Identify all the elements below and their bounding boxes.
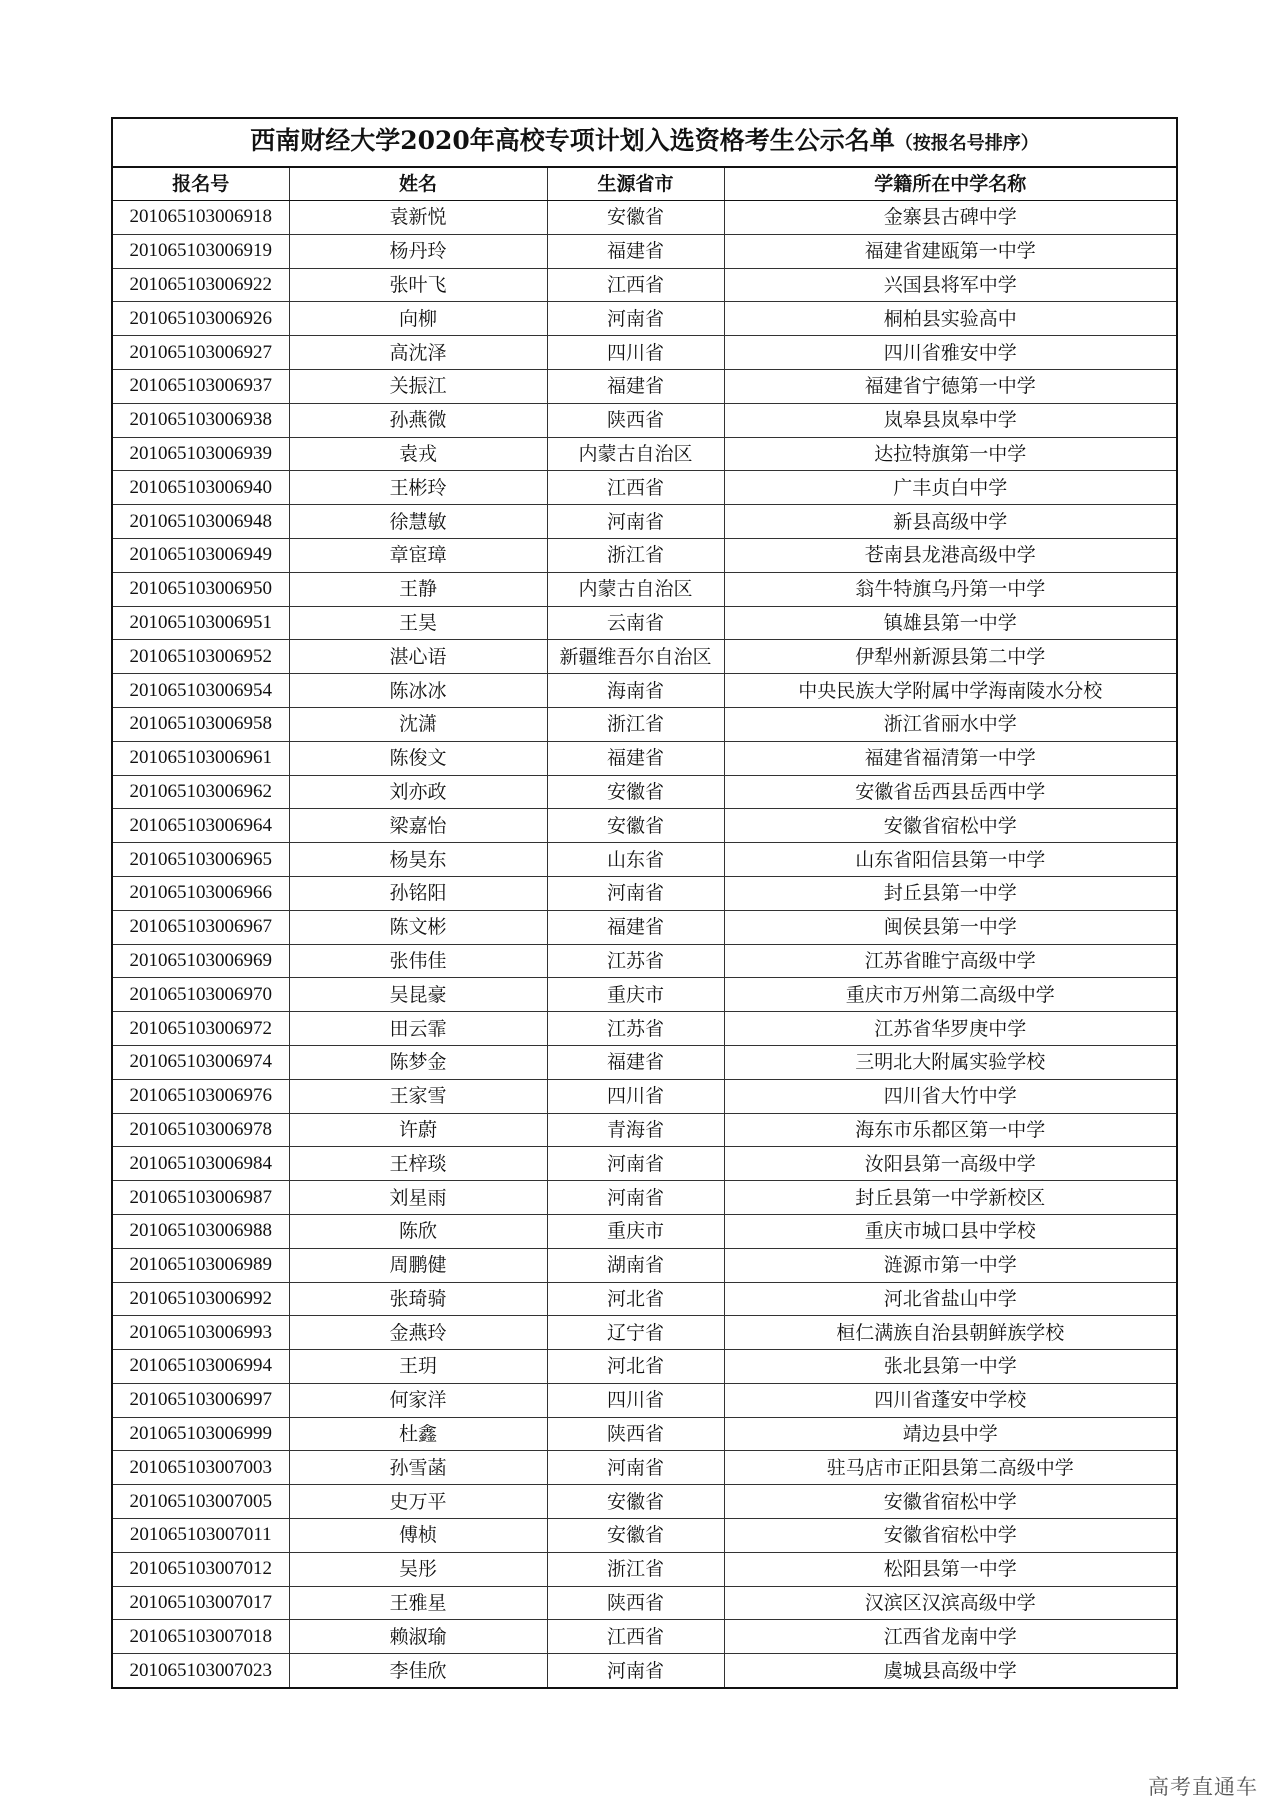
province-cell: 江西省 [547,268,724,302]
table-row [112,1045,1177,1079]
school-cell: 封丘县第一中学 [724,876,1177,910]
registration-number-cell: 201065103006954 [112,674,289,708]
table-row [112,707,1177,741]
province-cell: 浙江省 [547,1552,724,1586]
name-cell: 王昊 [289,606,547,640]
school-cell: 河北省盐山中学 [724,1282,1177,1316]
school-cell: 四川省大竹中学 [724,1079,1177,1113]
school-cell: 福建省福清第一中学 [724,741,1177,775]
name-cell: 湛心语 [289,640,547,674]
province-cell: 江西省 [547,1620,724,1654]
name-cell: 袁戎 [289,437,547,471]
school-cell: 江苏省睢宁高级中学 [724,944,1177,978]
province-cell: 福建省 [547,234,724,268]
school-cell: 靖边县中学 [724,1417,1177,1451]
province-cell: 四川省 [547,336,724,370]
province-cell: 辽宁省 [547,1316,724,1350]
table-row [112,1519,1177,1553]
school-cell: 苍南县龙港高级中学 [724,538,1177,572]
province-cell: 江苏省 [547,944,724,978]
registration-number-cell: 201065103006976 [112,1079,289,1113]
province-cell: 河南省 [547,302,724,336]
school-cell: 桓仁满族自治县朝鲜族学校 [724,1316,1177,1350]
table-row [112,910,1177,944]
registration-number-cell: 201065103006961 [112,741,289,775]
province-cell: 新疆维吾尔自治区 [547,640,724,674]
school-cell: 安徽省宿松中学 [724,809,1177,843]
name-cell: 杜鑫 [289,1417,547,1451]
province-cell: 江西省 [547,471,724,505]
table-row [112,471,1177,505]
province-cell: 安徽省 [547,201,724,235]
province-cell: 四川省 [547,1383,724,1417]
registration-number-cell: 201065103006940 [112,471,289,505]
name-cell: 许蔚 [289,1113,547,1147]
name-cell: 刘星雨 [289,1181,547,1215]
table-row [112,1316,1177,1350]
province-cell: 安徽省 [547,1519,724,1553]
name-cell: 孙燕微 [289,403,547,437]
registration-number-cell: 201065103006966 [112,876,289,910]
school-cell: 汝阳县第一高级中学 [724,1147,1177,1181]
school-cell: 海东市乐都区第一中学 [724,1113,1177,1147]
province-cell: 浙江省 [547,538,724,572]
province-cell: 青海省 [547,1113,724,1147]
name-cell: 傅桢 [289,1519,547,1553]
registration-number-cell: 201065103006919 [112,234,289,268]
table-row [112,1552,1177,1586]
table-row [112,775,1177,809]
school-cell: 四川省雅安中学 [724,336,1177,370]
name-cell: 张琦骑 [289,1282,547,1316]
table-row [112,1147,1177,1181]
province-cell: 河南省 [547,1654,724,1688]
province-cell: 安徽省 [547,1485,724,1519]
registration-number-cell: 201065103006939 [112,437,289,471]
registration-number-cell: 201065103006964 [112,809,289,843]
registration-number-cell: 201065103006970 [112,978,289,1012]
school-cell: 封丘县第一中学新校区 [724,1181,1177,1215]
table-row [112,978,1177,1012]
table-row [112,437,1177,471]
name-cell: 王彬玲 [289,471,547,505]
province-cell: 河南省 [547,876,724,910]
registration-number-cell: 201065103006989 [112,1248,289,1282]
province-cell: 海南省 [547,674,724,708]
school-cell: 新县高级中学 [724,505,1177,539]
name-cell: 张叶飞 [289,268,547,302]
province-cell: 陕西省 [547,403,724,437]
table-row [112,1586,1177,1620]
sort-note: （按报名号排序） [894,133,1039,154]
province-cell: 河南省 [547,505,724,539]
registration-number-cell: 201065103006922 [112,268,289,302]
title-text: 西南财经大学2020年高校专项计划入选资格考生公示名单 [250,126,895,155]
school-cell: 驻马店市正阳县第二高级中学 [724,1451,1177,1485]
registration-number-cell: 201065103006997 [112,1383,289,1417]
table-row [112,1248,1177,1282]
province-cell: 陕西省 [547,1417,724,1451]
school-cell: 四川省蓬安中学校 [724,1383,1177,1417]
registration-number-cell: 201065103006992 [112,1282,289,1316]
table-row [112,1485,1177,1519]
school-cell: 安徽省岳西县岳西中学 [724,775,1177,809]
province-cell: 安徽省 [547,809,724,843]
registration-number-cell: 201065103006958 [112,707,289,741]
table-row [112,369,1177,403]
school-cell: 山东省阳信县第一中学 [724,843,1177,877]
registration-number-cell: 201065103006972 [112,1012,289,1046]
table-row [112,741,1177,775]
name-cell: 沈潇 [289,707,547,741]
name-cell: 王静 [289,572,547,606]
name-cell: 向柳 [289,302,547,336]
school-cell: 安徽省宿松中学 [724,1519,1177,1553]
name-cell: 史万平 [289,1485,547,1519]
school-cell: 张北县第一中学 [724,1350,1177,1384]
school-cell: 达拉特旗第一中学 [724,437,1177,471]
table-row [112,1654,1177,1688]
province-cell: 河北省 [547,1282,724,1316]
school-cell: 松阳县第一中学 [724,1552,1177,1586]
province-cell: 福建省 [547,741,724,775]
registration-number-cell: 201065103006967 [112,910,289,944]
table-body [112,201,1177,1689]
name-cell: 赖淑瑜 [289,1620,547,1654]
school-cell: 江苏省华罗庚中学 [724,1012,1177,1046]
watermark-text: 高考直通车 [1148,1775,1258,1799]
candidate-table [111,117,1178,1689]
registration-number-cell: 201065103006926 [112,302,289,336]
name-cell: 孙雪菡 [289,1451,547,1485]
name-cell: 关振江 [289,369,547,403]
registration-number-cell: 201065103007017 [112,1586,289,1620]
registration-number-cell: 201065103007012 [112,1552,289,1586]
school-cell: 桐柏县实验高中 [724,302,1177,336]
registration-number-cell: 201065103006948 [112,505,289,539]
document-title [112,118,1177,167]
registration-number-cell: 201065103006962 [112,775,289,809]
school-cell: 翁牛特旗乌丹第一中学 [724,572,1177,606]
name-cell: 杨丹玲 [289,234,547,268]
name-cell: 陈欣 [289,1214,547,1248]
table-row [112,268,1177,302]
table-row [112,1079,1177,1113]
table-row [112,1451,1177,1485]
registration-number-cell: 201065103006951 [112,606,289,640]
name-cell: 李佳欣 [289,1654,547,1688]
table-row [112,1282,1177,1316]
name-cell: 陈梦金 [289,1045,547,1079]
registration-number-cell: 201065103006949 [112,538,289,572]
column-header-registration-number: 报名号 [112,167,289,201]
province-cell: 湖南省 [547,1248,724,1282]
school-cell: 福建省宁德第一中学 [724,369,1177,403]
table-row [112,201,1177,235]
province-cell: 内蒙古自治区 [547,437,724,471]
name-cell: 王雅星 [289,1586,547,1620]
school-cell: 安徽省宿松中学 [724,1485,1177,1519]
table-row [112,1383,1177,1417]
school-cell: 镇雄县第一中学 [724,606,1177,640]
name-cell: 吴彤 [289,1552,547,1586]
province-cell: 福建省 [547,910,724,944]
table-row [112,1181,1177,1215]
table-row [112,403,1177,437]
school-cell: 闽侯县第一中学 [724,910,1177,944]
table-row [112,1012,1177,1046]
name-cell: 刘亦政 [289,775,547,809]
name-cell: 王梓琰 [289,1147,547,1181]
name-cell: 袁新悦 [289,201,547,235]
province-cell: 重庆市 [547,978,724,1012]
name-cell: 吴昆豪 [289,978,547,1012]
registration-number-cell: 201065103006999 [112,1417,289,1451]
province-cell: 河北省 [547,1350,724,1384]
registration-number-cell: 201065103007018 [112,1620,289,1654]
province-cell: 河南省 [547,1451,724,1485]
province-cell: 山东省 [547,843,724,877]
registration-number-cell: 201065103007023 [112,1654,289,1688]
province-cell: 福建省 [547,1045,724,1079]
province-cell: 云南省 [547,606,724,640]
name-cell: 王玥 [289,1350,547,1384]
registration-number-cell: 201065103006978 [112,1113,289,1147]
registration-number-cell: 201065103006950 [112,572,289,606]
name-cell: 田云霏 [289,1012,547,1046]
registration-number-cell: 201065103006994 [112,1350,289,1384]
registration-number-cell: 201065103006988 [112,1214,289,1248]
registration-number-cell: 201065103006993 [112,1316,289,1350]
name-cell: 徐慧敏 [289,505,547,539]
school-cell: 金寨县古碑中学 [724,201,1177,235]
table-row [112,572,1177,606]
table-row [112,538,1177,572]
registration-number-cell: 201065103006938 [112,403,289,437]
name-cell: 梁嘉怡 [289,809,547,843]
table-row [112,843,1177,877]
registration-number-cell: 201065103006965 [112,843,289,877]
name-cell: 何家洋 [289,1383,547,1417]
column-header-province: 生源省市 [547,167,724,201]
province-cell: 重庆市 [547,1214,724,1248]
registration-number-cell: 201065103007011 [112,1519,289,1553]
table-row [112,336,1177,370]
table-row [112,1417,1177,1451]
table-row [112,876,1177,910]
school-cell: 三明北大附属实验学校 [724,1045,1177,1079]
name-cell: 周鹏健 [289,1248,547,1282]
name-cell: 孙铭阳 [289,876,547,910]
registration-number-cell: 201065103006984 [112,1147,289,1181]
name-cell: 高沈泽 [289,336,547,370]
registration-number-cell: 201065103007005 [112,1485,289,1519]
school-cell: 广丰贞白中学 [724,471,1177,505]
province-cell: 江苏省 [547,1012,724,1046]
table-row [112,234,1177,268]
school-cell: 中央民族大学附属中学海南陵水分校 [724,674,1177,708]
registration-number-cell: 201065103006937 [112,369,289,403]
name-cell: 章宦璋 [289,538,547,572]
registration-number-cell: 201065103006927 [112,336,289,370]
name-cell: 陈冰冰 [289,674,547,708]
name-cell: 王家雪 [289,1079,547,1113]
title-row [112,118,1177,167]
registration-number-cell: 201065103006974 [112,1045,289,1079]
school-cell: 江西省龙南中学 [724,1620,1177,1654]
table-row [112,1113,1177,1147]
name-cell: 金燕玲 [289,1316,547,1350]
province-cell: 河南省 [547,1147,724,1181]
table-row [112,944,1177,978]
table-row [112,809,1177,843]
header-row [112,167,1177,201]
table-row [112,674,1177,708]
table-row [112,606,1177,640]
table-row [112,1620,1177,1654]
column-header-school: 学籍所在中学名称 [724,167,1177,201]
table-row [112,302,1177,336]
school-cell: 伊犁州新源县第二中学 [724,640,1177,674]
registration-number-cell: 201065103007003 [112,1451,289,1485]
table-row [112,640,1177,674]
province-cell: 陕西省 [547,1586,724,1620]
registration-number-cell: 201065103006969 [112,944,289,978]
school-cell: 福建省建瓯第一中学 [724,234,1177,268]
province-cell: 福建省 [547,369,724,403]
province-cell: 安徽省 [547,775,724,809]
province-cell: 河南省 [547,1181,724,1215]
school-cell: 涟源市第一中学 [724,1248,1177,1282]
school-cell: 重庆市万州第二高级中学 [724,978,1177,1012]
school-cell: 岚皋县岚皋中学 [724,403,1177,437]
registration-number-cell: 201065103006952 [112,640,289,674]
province-cell: 浙江省 [547,707,724,741]
table-row [112,505,1177,539]
name-cell: 杨昊东 [289,843,547,877]
province-cell: 内蒙古自治区 [547,572,724,606]
table-row [112,1214,1177,1248]
registration-number-cell: 201065103006918 [112,201,289,235]
table-row [112,1350,1177,1384]
name-cell: 张伟佳 [289,944,547,978]
registration-number-cell: 201065103006987 [112,1181,289,1215]
column-header-name: 姓名 [289,167,547,201]
school-cell: 兴国县将军中学 [724,268,1177,302]
name-cell: 陈文彬 [289,910,547,944]
school-cell: 重庆市城口县中学校 [724,1214,1177,1248]
province-cell: 四川省 [547,1079,724,1113]
school-cell: 浙江省丽水中学 [724,707,1177,741]
school-cell: 虞城县高级中学 [724,1654,1177,1688]
school-cell: 汉滨区汉滨高级中学 [724,1586,1177,1620]
name-cell: 陈俊文 [289,741,547,775]
document-sheet [111,117,1176,1689]
